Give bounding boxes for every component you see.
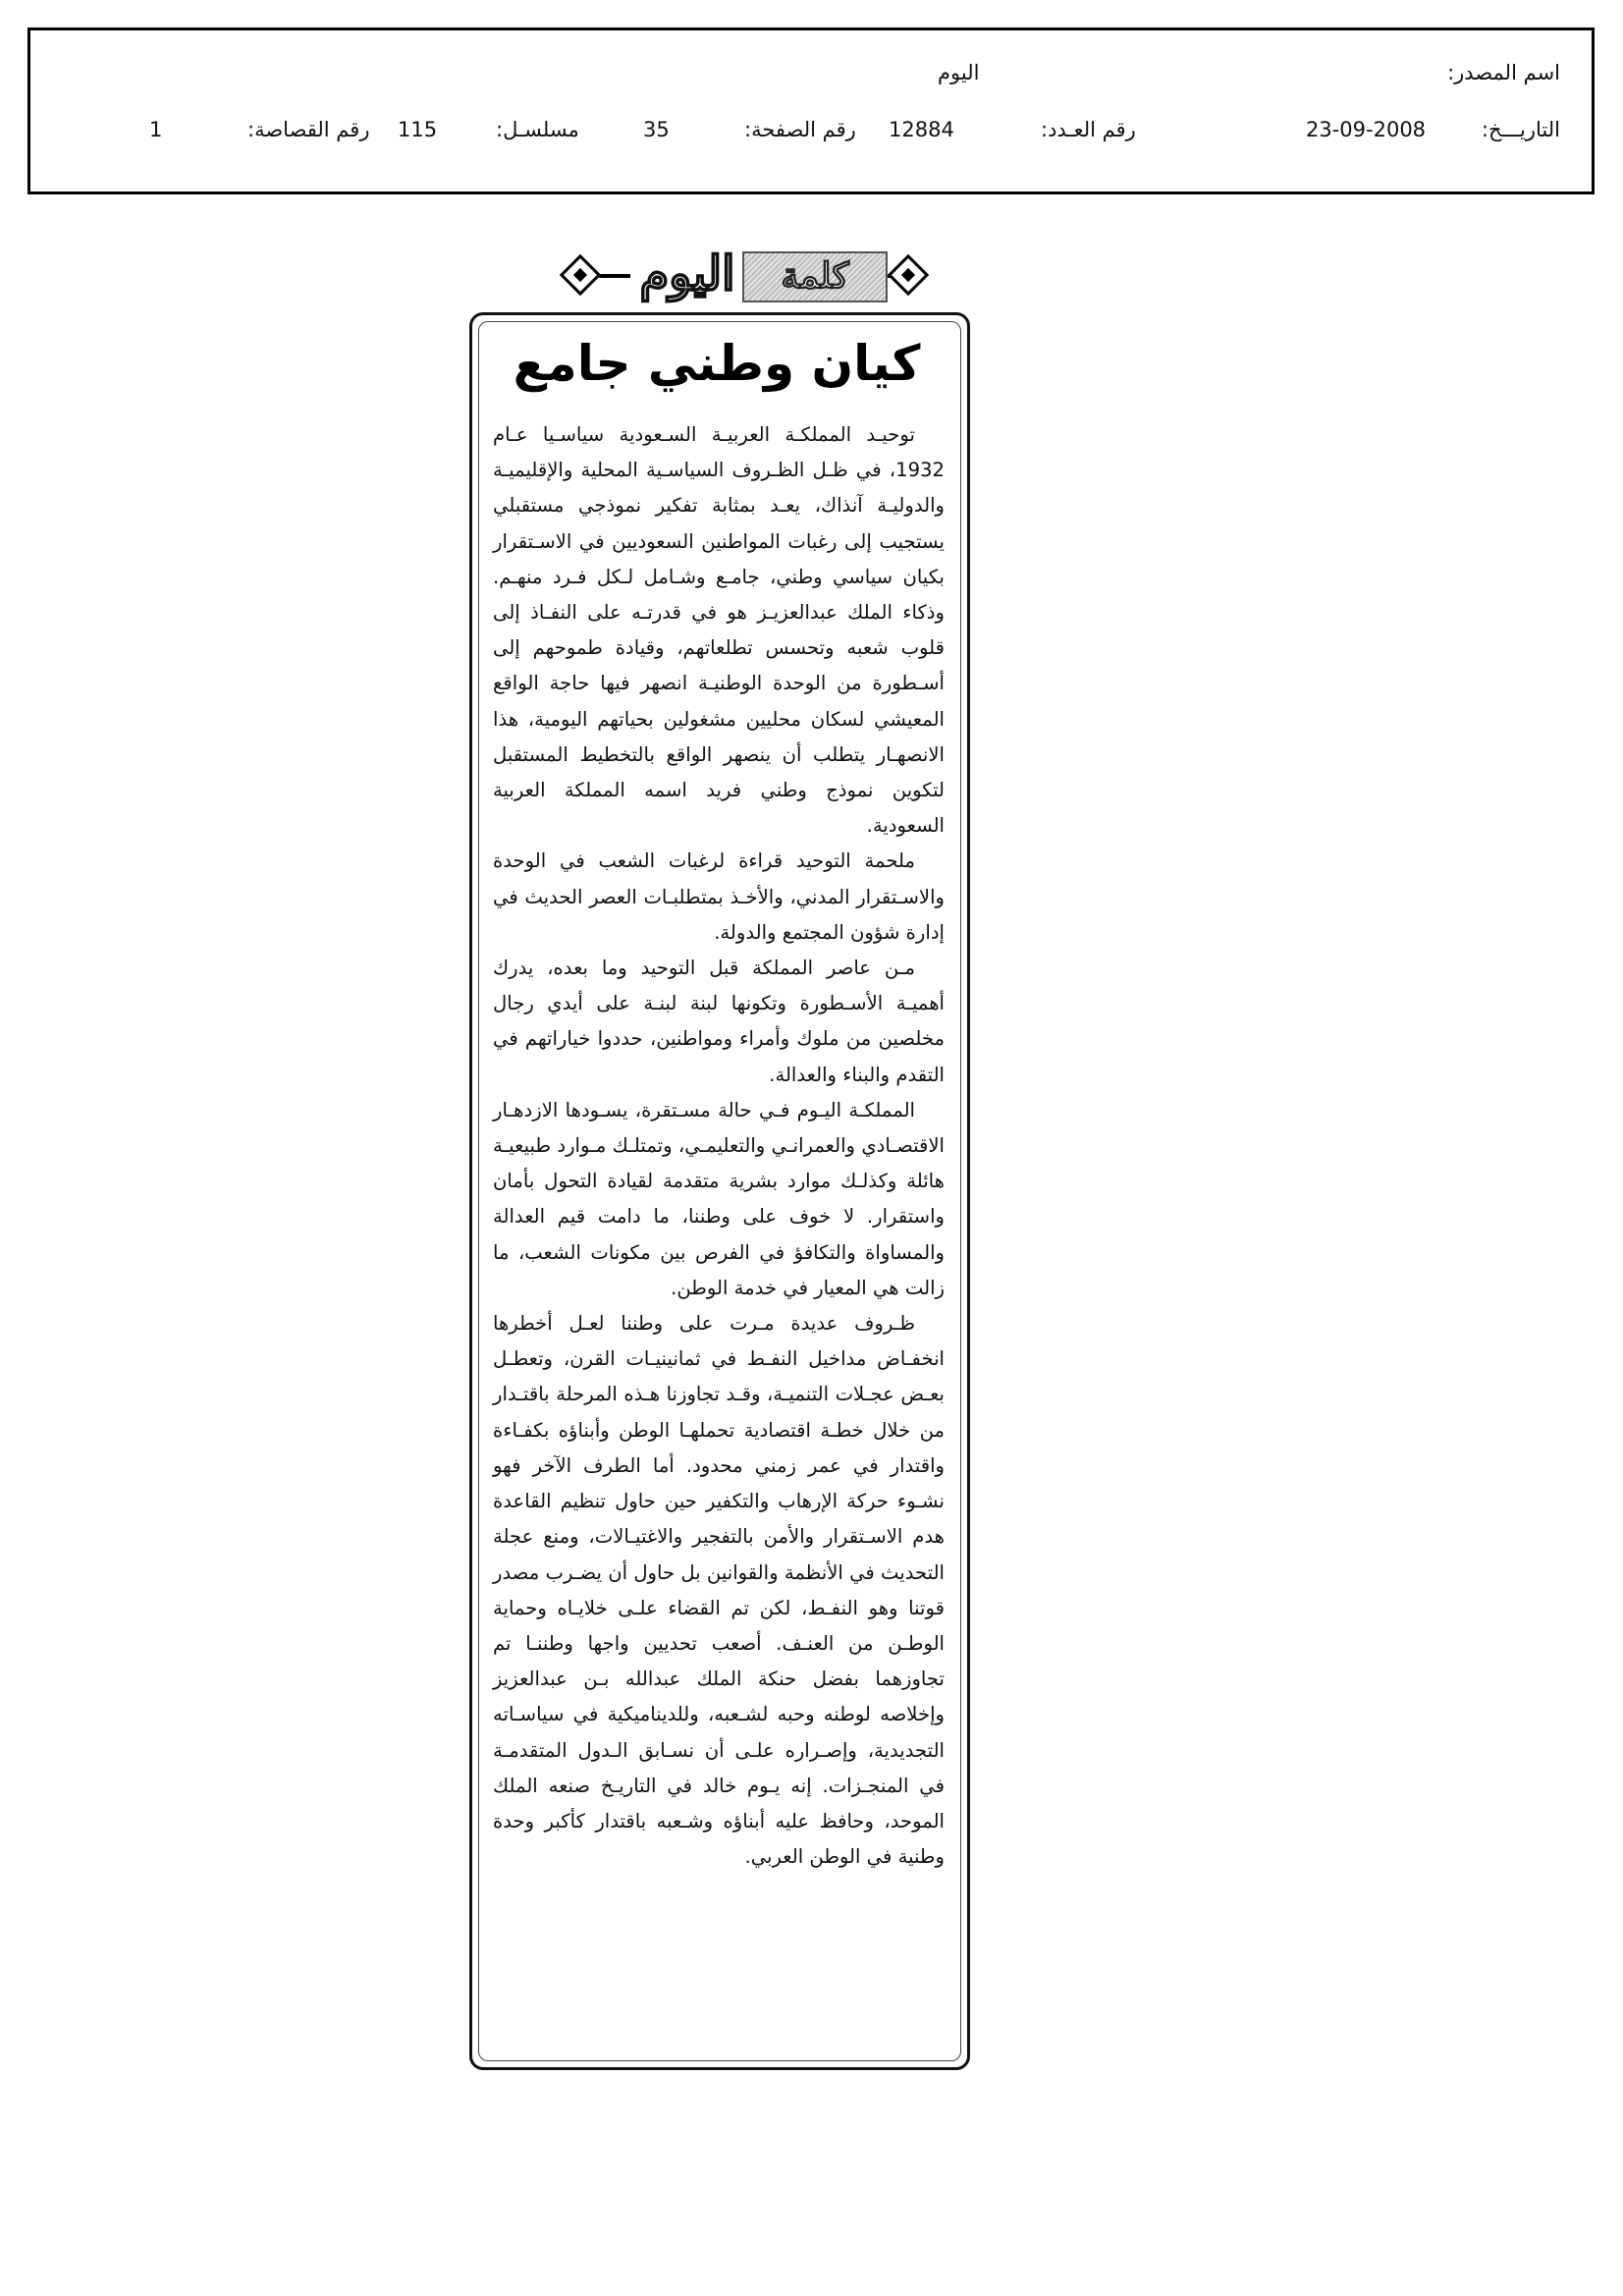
article-paragraph-4: المملكـة اليـوم فـي حالة مسـتقرة، يسـودها الازدهـار الاقتصـادي والعمرانـي والتعليمـي، وتمتلـك مـوارد طبيعيـة هائلة وكذلـك موارد بشرية متقدمة لقيادة التحول بأمان واستقرار. لا خوف على وطننا، ما دامت قيم العدالة والمساواة والتكافؤ في الفرص بين مكونات الشعب، ما زالت هي المعيار في خدمة الوطن. <box>493 1098 945 1299</box>
article-paragraph-2: ملحمة التوحيد قراءة لرغبات الشعب في الوحدة والاسـتقرار المدني، والأخـذ بمتطلبـات العصر الحديث في إدارة شؤون المجتمع والدولة. <box>493 849 945 944</box>
issue-label: رقم العـدد: <box>1041 118 1136 141</box>
page-value: 35 <box>643 118 670 141</box>
article-headline: كيان وطني جامع <box>513 335 921 392</box>
article-paragraph-3: مـن عاصر المملكة قبل التوحيد وما بعده، يدرك أهميـة الأسـطورة وتكونها لبنة لبنـة على أيدي رجال مخلصين من ملوك وأمراء ومواطنين، حددوا خياراتهم في التقدم والبناء والعدالة. <box>493 957 945 1086</box>
source-value: اليوم <box>938 61 980 84</box>
clip-number-value: 1 <box>149 118 163 141</box>
article-body <box>493 417 945 1875</box>
column-label-alyoum: اليوم <box>639 246 735 301</box>
issue-value: 12884 <box>889 118 954 141</box>
column-header <box>558 246 931 308</box>
page-label: رقم الصفحة: <box>744 118 856 141</box>
diamond-ornament-right-icon <box>888 254 929 296</box>
diamond-ornament-left-icon <box>560 254 601 296</box>
clipping-metadata-box <box>27 27 1595 194</box>
article-paragraph-5: ظـروف عديدة مـرت على وطننا لعـل أخطرها انخفـاض مداخيل النفـط في ثمانينيـات القرن، وتعطـل بعـض عجـلات التنميـة، وقـد تجاوزنا هـذه المرحلة باقتـدار من خلال خطـة اقتصادية تحملهـا الوطن وأبناؤه بكفـاءة واقتدار في عمر زمني محدود. أما الطرف الآخر فهو نشـوء حركة الإرهاب والتكفير حين حاول تنظيم القاعدة هدم الاسـتقرار والأمن بالتفجير والاغتيـالات، ومنع عجلة التحديث في الأنظمة والقوانين بل حاول أن يضـرب مصدر قوتنا وهو النفـط، لكن تم القضاء علـى خلايـاه وحماية الوطـن من العنـف. أصعب تحديين واجها وطننـا تم تجاوزهما بفضل حنكة الملك عبدالله بـن عبدالعزيز وإخلاصه لوطنه وحبه لشـعبه، وللديناميكية في سياسـاته التجديدية، وإصـراره علـى أن نسـابق الـدول المتقدمـة في المنجـزات. إنه يـوم خالد في التاريـخ صنعه الملك الموحد، وحافظ عليه أبناؤه وشـعبه باقتدار كأكبر وحدة وطنية في الوطن العربي. <box>493 1312 945 1869</box>
serial-value: 115 <box>398 118 438 141</box>
source-label: اسم المصدر: <box>1447 61 1560 84</box>
date-label: التاريـــخ: <box>1481 118 1560 141</box>
column-label-kalima: كلمة <box>742 251 888 302</box>
clip-number-label: رقم القصاصة: <box>247 118 370 141</box>
date-value: 23-09-2008 <box>1306 118 1427 141</box>
serial-label: مسلسـل: <box>496 118 579 141</box>
article-paragraph-1: توحيـد المملكـة العربيـة السـعودية سياسـيا عـام 1932، في ظـل الظـروف السياسـية المحلية والإقليميـة والدوليـة آنذاك، يعـد بمثابة تفكير نموذجي مستقبلي يستجيب إلى رغبات المواطنين السعوديين في الاسـتقرار بكيان سياسي وطني، جامـع وشـامل لـكل فـرد منهـم. وذكاء الملك عبدالعزيـز هو في قدرتـه على النفـاذ إلى قلوب شعبه وتحسس تطلعاتهم، وقيادة طموحهم إلى أسـطورة من الوحدة الوطنيـة انصهر فيها حاجة الواقع المعيشي لسكان محليين مشغولين بحياتهم اليومية، هذا الانصهـار يتطلب أن ينصهر الواقع بالتخطيط المستقبل لتكوين نموذج وطني فريد اسمه المملكة العربية السعودية. <box>493 423 945 838</box>
